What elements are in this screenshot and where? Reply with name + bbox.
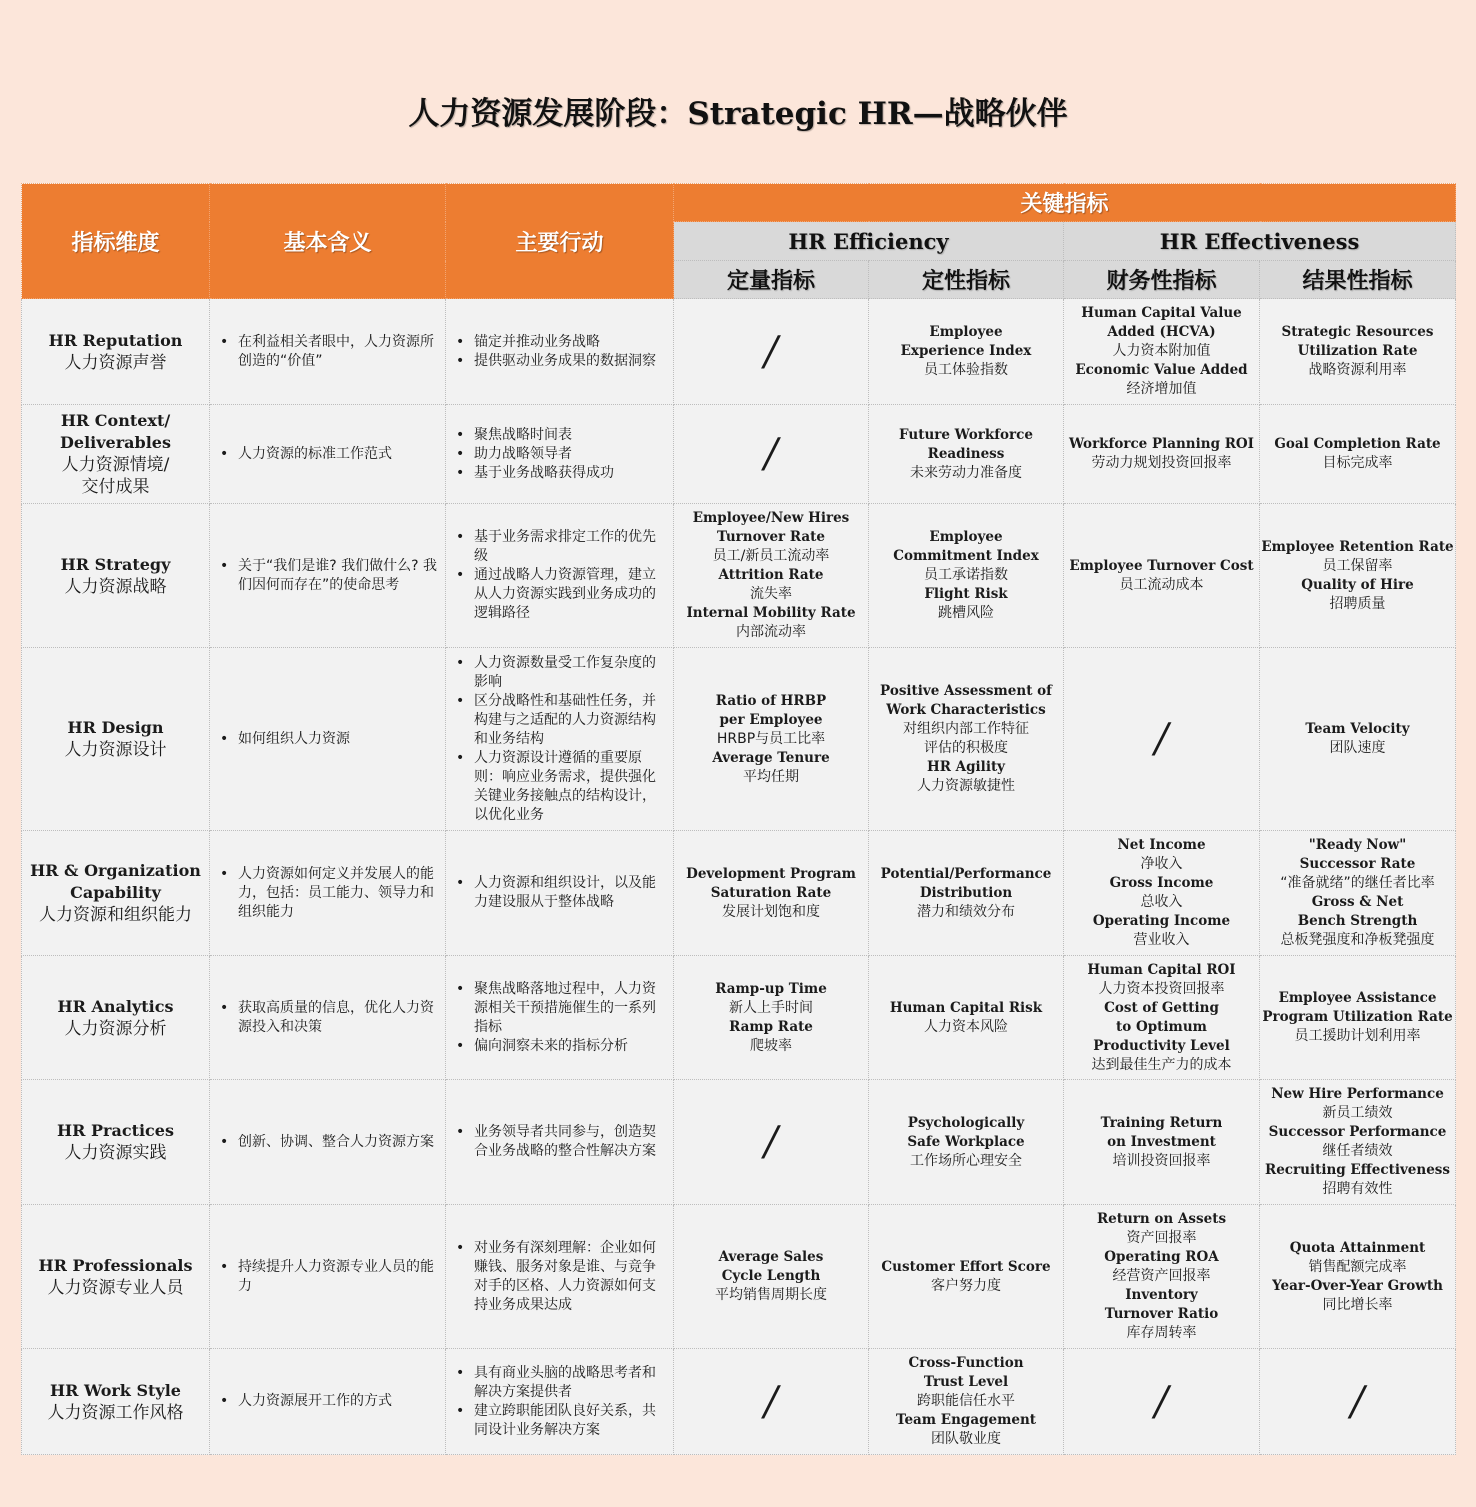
metric-line: 净收入 (1140, 856, 1183, 872)
meaning-cell (210, 504, 446, 648)
financial-cell (1064, 831, 1260, 956)
metric-line: 资产回报率 (1126, 1230, 1197, 1246)
metric-line: 流失率 (750, 586, 792, 602)
dimension-cell (22, 504, 210, 648)
metric-line: Human Capital Value (1081, 305, 1242, 321)
dimension-cell (22, 405, 210, 504)
bullet-item: • 人力资源如何定义并发展人的能力，包括：员工能力、领导力和组织能力 (238, 865, 437, 922)
metric-line: Ramp-up Time (715, 980, 827, 997)
metric-line: 对组织内部工作特征 (903, 721, 1029, 737)
metric-line: Distribution (919, 884, 1013, 901)
metric-line: 员工流动成本 (1119, 576, 1204, 593)
metric-line: 经营资产回报率 (1112, 1268, 1211, 1284)
metric-line: 团队速度 (1329, 740, 1386, 756)
metric-line: Team Engagement (895, 1412, 1037, 1428)
meaning-cell-list (210, 445, 445, 464)
header-qualitative: 定性指标 (869, 261, 1064, 299)
bullet-item: • 在利益相关者眼中，人力资源所创造的“价值” (238, 333, 437, 371)
outcome-cell (1260, 648, 1456, 831)
metric-line: 人力资本风险 (924, 1018, 1008, 1035)
quantitative-cell (674, 831, 869, 956)
metric-line: Turnover Ratio (1104, 1306, 1219, 1322)
dimension-line: 人力资源专业人员 (47, 1277, 184, 1298)
bullet-item: • 偏向洞察未来的指标分析 (474, 1037, 665, 1056)
dimension-line: Deliverables (60, 433, 171, 452)
quantitative-cell (674, 1205, 869, 1349)
metric-line: Goal Completion Rate (1274, 436, 1441, 452)
metric-line: Net Income (1117, 837, 1206, 853)
qualitative-cell (869, 956, 1064, 1080)
metric-line: Operating Income (1092, 913, 1231, 929)
quantitative-cell (674, 956, 869, 1080)
meaning-cell (210, 299, 446, 405)
dimension-line: 人力资源设计 (64, 740, 167, 760)
not-applicable-mark: / (764, 328, 778, 375)
metric-line: 员工体验指数 (924, 362, 1008, 378)
actions-cell-list (446, 980, 673, 1056)
metric-line: Return on Assets (1096, 1211, 1227, 1227)
dimension-cell (22, 831, 210, 956)
header-outcome: 结果性指标 (1260, 261, 1456, 299)
meaning-cell (210, 1349, 446, 1455)
metric-line: 未来劳动力准备度 (910, 464, 1022, 481)
quantitative-cell (674, 1349, 869, 1455)
metric-line: Customer Effort Score (881, 1258, 1051, 1275)
meaning-cell (210, 956, 446, 1080)
metric-line: 同比增长率 (1322, 1296, 1393, 1313)
bullet-item: • 聚焦战略时间表 (474, 426, 665, 445)
metric-line: 平均任期 (743, 768, 799, 785)
metric-line: Positive Assessment of (880, 683, 1052, 699)
actions-cell-list (446, 654, 673, 825)
table-row (22, 1205, 1456, 1349)
metric-line: Ramp Rate (729, 1018, 813, 1035)
financial-cell (1064, 956, 1260, 1080)
table-row (22, 299, 1456, 405)
dimension-line: 人力资源工作风格 (47, 1402, 184, 1423)
meaning-cell (210, 831, 446, 956)
metric-line: Economic Value Added (1075, 362, 1248, 378)
not-applicable-mark: / (764, 1378, 778, 1425)
metric-line: 员工承诺指数 (924, 567, 1008, 583)
metric-line: 跨职能信任水平 (917, 1393, 1015, 1409)
table-row (22, 405, 1456, 504)
metric-line: Average Sales (718, 1249, 824, 1265)
metric-line: Experience Index (900, 343, 1032, 359)
financial-cell (1064, 648, 1260, 831)
bullet-item: • 关于“我们是谁? 我们做什么? 我们因何而存在”的使命思考 (238, 557, 437, 595)
qualitative-cell (869, 1205, 1064, 1349)
dimension-line: HR Work Style (50, 1380, 181, 1400)
metric-line: Utilization Rate (1297, 343, 1418, 359)
dimension-line: 人力资源分析 (64, 1018, 167, 1039)
dimension-line: 人力资源情境/ (61, 455, 170, 475)
dimension-cell (22, 956, 210, 1080)
table-row (22, 1349, 1456, 1455)
financial-cell (1064, 299, 1260, 405)
metric-line: Safe Workplace (907, 1133, 1025, 1150)
actions-cell (446, 504, 674, 648)
meaning-cell (210, 1205, 446, 1349)
meaning-cell (210, 405, 446, 504)
bullet-item: • 通过战略人力资源管理，建立从人力资源实践到业务成功的逻辑路径 (474, 566, 665, 623)
metric-line: Operating ROA (1104, 1249, 1219, 1265)
metric-line: Quota Attainment (1289, 1239, 1426, 1256)
outcome-cell (1260, 831, 1456, 956)
qualitative-cell (869, 648, 1064, 831)
meaning-cell-list (210, 333, 445, 371)
outcome-cell (1260, 956, 1456, 1080)
dimension-line: HR Practices (57, 1121, 174, 1140)
metric-line: 新员工绩效 (1322, 1105, 1393, 1121)
qualitative-cell (869, 504, 1064, 648)
not-applicable-mark: / (764, 1119, 778, 1165)
not-applicable-mark: / (764, 431, 778, 477)
metric-line: 总收入 (1140, 894, 1183, 910)
metric-line: 销售配额完成率 (1308, 1258, 1407, 1275)
dimension-cell (22, 1205, 210, 1349)
header-hr-efficiency: HR Efficiency (674, 222, 1064, 261)
metric-line: 新人上手时间 (729, 999, 813, 1016)
metric-line: Psychologically (907, 1114, 1025, 1131)
dimension-line: HR Analytics (57, 996, 174, 1016)
metric-line: Saturation Rate (710, 884, 832, 901)
dimension-cell (22, 648, 210, 831)
not-applicable-mark: / (1154, 1378, 1169, 1425)
metric-line: Team Velocity (1305, 721, 1410, 737)
metric-line: New Hire Performance (1271, 1086, 1444, 1102)
table-row (22, 956, 1456, 1080)
metric-line: 人力资本投资回报率 (1098, 980, 1225, 997)
actions-cell-list (446, 874, 673, 912)
metric-line: 培训投资回报率 (1112, 1152, 1211, 1169)
metric-line: 经济增加值 (1126, 381, 1197, 397)
metric-line: 员工保留率 (1322, 557, 1393, 574)
metric-line: Recruiting Effectiveness (1265, 1162, 1450, 1178)
metric-line: Human Capital ROI (1087, 961, 1236, 978)
metric-line: 评估的积极度 (924, 740, 1008, 756)
metric-line: Cost of Getting (1104, 999, 1219, 1016)
bullet-item: • 如何组织人力资源 (238, 730, 437, 749)
dimension-line: 交付成果 (81, 477, 150, 497)
metric-line: Human Capital Risk (889, 999, 1043, 1016)
actions-cell (446, 299, 674, 405)
metric-line: Turnover Rate (717, 529, 825, 545)
metric-line: 工作场所心理安全 (910, 1152, 1022, 1169)
meaning-cell-list (210, 1392, 445, 1411)
not-applicable-mark: / (1154, 716, 1169, 762)
dimension-cell (22, 1349, 210, 1455)
dimension-line: HR Strategy (60, 554, 171, 574)
meaning-cell (210, 1080, 446, 1205)
financial-cell (1064, 1349, 1260, 1455)
table-body (22, 299, 1456, 1455)
header-meaning: 基本含义 (210, 184, 446, 299)
metric-line: Successor Performance (1268, 1124, 1447, 1140)
bullet-item: • 对业务有深刻理解：企业如何赚钱、服务对象是谁、与竞争对手的区格、人力资源如何支持业务成果达成 (474, 1239, 665, 1315)
quantitative-cell (674, 648, 869, 831)
metric-line: HRBP与员工比率 (716, 730, 826, 747)
metric-line: 继任者绩效 (1322, 1143, 1393, 1159)
metric-line: Cross-Function (908, 1355, 1024, 1371)
meaning-cell-list (210, 999, 445, 1037)
meaning-cell-list (210, 865, 445, 922)
header-financial: 财务性指标 (1064, 261, 1260, 299)
metric-line: 跳槽风险 (938, 605, 994, 621)
metric-line: Gross Income (1109, 875, 1214, 891)
dimension-line: HR Context/ (60, 411, 171, 430)
metric-line: Development Program (686, 865, 856, 882)
bullet-item: • 建立跨职能团队良好关系，共同设计业务解决方案 (474, 1402, 665, 1440)
outcome-cell (1260, 1080, 1456, 1205)
actions-cell (446, 1205, 674, 1349)
metric-line: Ratio of HRBP (715, 692, 827, 709)
table-row (22, 1080, 1456, 1205)
qualitative-cell (869, 405, 1064, 504)
financial-cell (1064, 504, 1260, 648)
actions-cell (446, 956, 674, 1080)
metric-line: Employee Turnover Cost (1069, 557, 1254, 574)
bullet-item: • 区分战略性和基础性任务，并构建与之适配的人力资源结构和业务结构 (474, 692, 665, 749)
metric-line: 客户努力度 (931, 1277, 1001, 1294)
page-title: 人力资源发展阶段：Strategic HR—战略伙伴 (408, 96, 1068, 132)
header-actions: 主要行动 (446, 184, 674, 299)
financial-cell (1064, 405, 1260, 504)
outcome-cell (1260, 504, 1456, 648)
actions-cell (446, 1080, 674, 1205)
meaning-cell-list (210, 730, 445, 749)
quantitative-cell (674, 299, 869, 405)
metric-line: 员工/新员工流动率 (712, 548, 830, 564)
qualitative-cell (869, 831, 1064, 956)
outcome-cell (1260, 405, 1456, 504)
dimension-line: Capability (70, 883, 161, 902)
actions-cell-list (446, 1364, 673, 1440)
bullet-item: • 人力资源设计遵循的重要原则：响应业务需求，提供强化关键业务接触点的结构设计，以优化业务 (474, 749, 665, 825)
metric-line: HR Agility (926, 759, 1006, 775)
strategic-hr-table (21, 183, 1456, 1455)
metric-line: Employee/New Hires (692, 510, 850, 526)
dimension-line: HR Design (67, 718, 164, 737)
metric-line: 劳动力规划投资回报率 (1091, 455, 1232, 471)
metric-line: Gross & Net (1311, 894, 1404, 910)
financial-cell (1064, 1080, 1260, 1205)
bullet-item: • 锚定并推动业务战略 (474, 333, 665, 352)
metric-line: Employee Assistance (1278, 990, 1437, 1006)
dimension-line: HR & Organization (30, 861, 201, 880)
metric-line: Strategic Resources (1281, 324, 1434, 340)
actions-cell (446, 1349, 674, 1455)
dimension-cell (22, 1080, 210, 1205)
bullet-item: • 业务领导者共同参与，创造契合业务战略的整合性解决方案 (474, 1123, 665, 1161)
metric-line: Employee (929, 529, 1003, 545)
bullet-item: • 具有商业头脑的战略思考者和解决方案提供者 (474, 1364, 665, 1402)
metric-line: to Optimum (1116, 1018, 1207, 1035)
qualitative-cell (869, 1080, 1064, 1205)
bullet-item: • 获取高质量的信息，优化人力资源投入和决策 (238, 999, 437, 1037)
metric-line: Workforce Planning ROI (1069, 436, 1254, 452)
metric-line: Readiness (927, 445, 1005, 462)
actions-cell-list (446, 1239, 673, 1315)
meaning-cell-list (210, 557, 445, 595)
actions-cell-list (446, 426, 673, 483)
bullet-item: • 提供驱动业务成果的数据洞察 (474, 352, 665, 371)
metric-line: Future Workforce (899, 426, 1033, 443)
header-dimension: 指标维度 (22, 184, 210, 299)
bullet-item: • 人力资源和组织设计，以及能力建设服从于整体战略 (474, 874, 665, 912)
bullet-item: • 助力战略领导者 (474, 445, 665, 464)
bullet-item: • 基于业务需求排定工作的优先级 (474, 528, 665, 566)
meaning-cell-list (210, 1133, 445, 1152)
header-quantitative: 定量指标 (674, 261, 869, 299)
metric-line: Year-Over-Year Growth (1272, 1277, 1443, 1294)
metric-line: Added (HCVA) (1107, 324, 1216, 340)
quantitative-cell (674, 504, 869, 648)
metric-line: 人力资源敏捷性 (917, 778, 1015, 794)
meaning-cell (210, 648, 446, 831)
metric-line: 发展计划饱和度 (722, 903, 820, 920)
metric-line: per Employee (719, 711, 823, 728)
metric-line: 团队敬业度 (931, 1431, 1001, 1447)
actions-cell-list (446, 528, 673, 623)
bullet-item: • 人力资源数量受工作复杂度的影响 (474, 654, 665, 692)
table-row (22, 831, 1456, 956)
metric-line: Successor Rate (1299, 856, 1416, 872)
actions-cell (446, 405, 674, 504)
financial-cell (1064, 1205, 1260, 1349)
dimension-line: HR Reputation (48, 330, 183, 350)
qualitative-cell (869, 299, 1064, 405)
metric-line: Employee (929, 324, 1003, 340)
metric-line: 内部流动率 (736, 624, 806, 640)
metric-line: 平均销售周期长度 (715, 1287, 827, 1303)
qualitative-cell (869, 1349, 1064, 1455)
actions-cell (446, 648, 674, 831)
metric-line: Cycle Length (721, 1268, 821, 1284)
bullet-item: • 人力资源展开工作的方式 (238, 1392, 437, 1411)
dimension-line: HR Professionals (38, 1255, 193, 1275)
actions-cell (446, 831, 674, 956)
metric-line: Commitment Index (893, 548, 1039, 564)
metric-line: “准备就绪”的继任者比率 (1280, 875, 1435, 891)
metric-line: 潜力和绩效分布 (917, 903, 1015, 920)
metric-line: 爬坡率 (750, 1037, 792, 1054)
metric-line: 营业收入 (1133, 932, 1190, 948)
header-hr-effectiveness: HR Effectiveness (1064, 222, 1456, 261)
metric-line: 战略资源利用率 (1308, 362, 1407, 378)
metric-line: "Ready Now" (1308, 837, 1407, 853)
metric-line: Attrition Rate (718, 567, 824, 583)
metric-line: Work Characteristics (886, 702, 1046, 718)
dimension-line: 人力资源和组织能力 (39, 905, 192, 925)
table-row (22, 504, 1456, 648)
bullet-item: • 基于业务战略获得成功 (474, 464, 665, 483)
metric-line: 人力资本附加值 (1112, 343, 1211, 359)
metric-line: Employee Retention Rate (1261, 538, 1454, 555)
bullet-item: • 人力资源的标准工作范式 (238, 445, 437, 464)
metric-line: 招聘有效性 (1322, 1181, 1393, 1197)
bullet-item: • 聚焦战略落地过程中，人力资源相关干预措施催生的一系列指标 (474, 980, 665, 1037)
metric-line: Program Utilization Rate (1262, 1009, 1453, 1025)
outcome-cell (1260, 1205, 1456, 1349)
not-applicable-mark: / (1350, 1378, 1365, 1425)
header-key-indicators: 关键指标 (674, 184, 1456, 222)
metric-line: Average Tenure (712, 749, 830, 766)
meaning-cell-list (210, 1258, 445, 1296)
metric-line: 达到最佳生产力的成本 (1091, 1056, 1232, 1073)
dimension-cell (22, 299, 210, 405)
metric-line: 库存周转率 (1126, 1325, 1197, 1341)
outcome-cell (1260, 299, 1456, 405)
metric-line: 目标完成率 (1322, 455, 1393, 471)
metric-line: Potential/Performance (880, 865, 1052, 882)
metric-line: Internal Mobility Rate (686, 605, 856, 621)
metric-line: on Investment (1107, 1133, 1216, 1150)
metric-line: Quality of Hire (1301, 576, 1414, 593)
metric-line: Inventory (1125, 1287, 1198, 1303)
dimension-line: 人力资源实践 (64, 1143, 167, 1163)
metric-line: Productivity Level (1093, 1037, 1230, 1054)
dimension-line: 人力资源声誉 (64, 352, 167, 373)
metric-line: Flight Risk (924, 586, 1008, 602)
dimension-line: 人力资源战略 (64, 576, 167, 597)
metric-line: Trust Level (923, 1374, 1009, 1390)
metric-line: Bench Strength (1297, 913, 1418, 929)
actions-cell-list (446, 333, 673, 371)
quantitative-cell (674, 405, 869, 504)
bullet-item: • 创新、协调、整合人力资源方案 (238, 1133, 437, 1152)
quantitative-cell (674, 1080, 869, 1205)
metric-line: 招聘质量 (1329, 595, 1386, 612)
table-row (22, 648, 1456, 831)
actions-cell-list (446, 1123, 673, 1161)
outcome-cell (1260, 1349, 1456, 1455)
metric-line: Training Return (1100, 1114, 1223, 1131)
metric-line: 总板凳强度和净板凳强度 (1280, 932, 1435, 948)
bullet-item: • 持续提升人力资源专业人员的能力 (238, 1258, 437, 1296)
metric-line: 员工援助计划利用率 (1294, 1028, 1421, 1044)
